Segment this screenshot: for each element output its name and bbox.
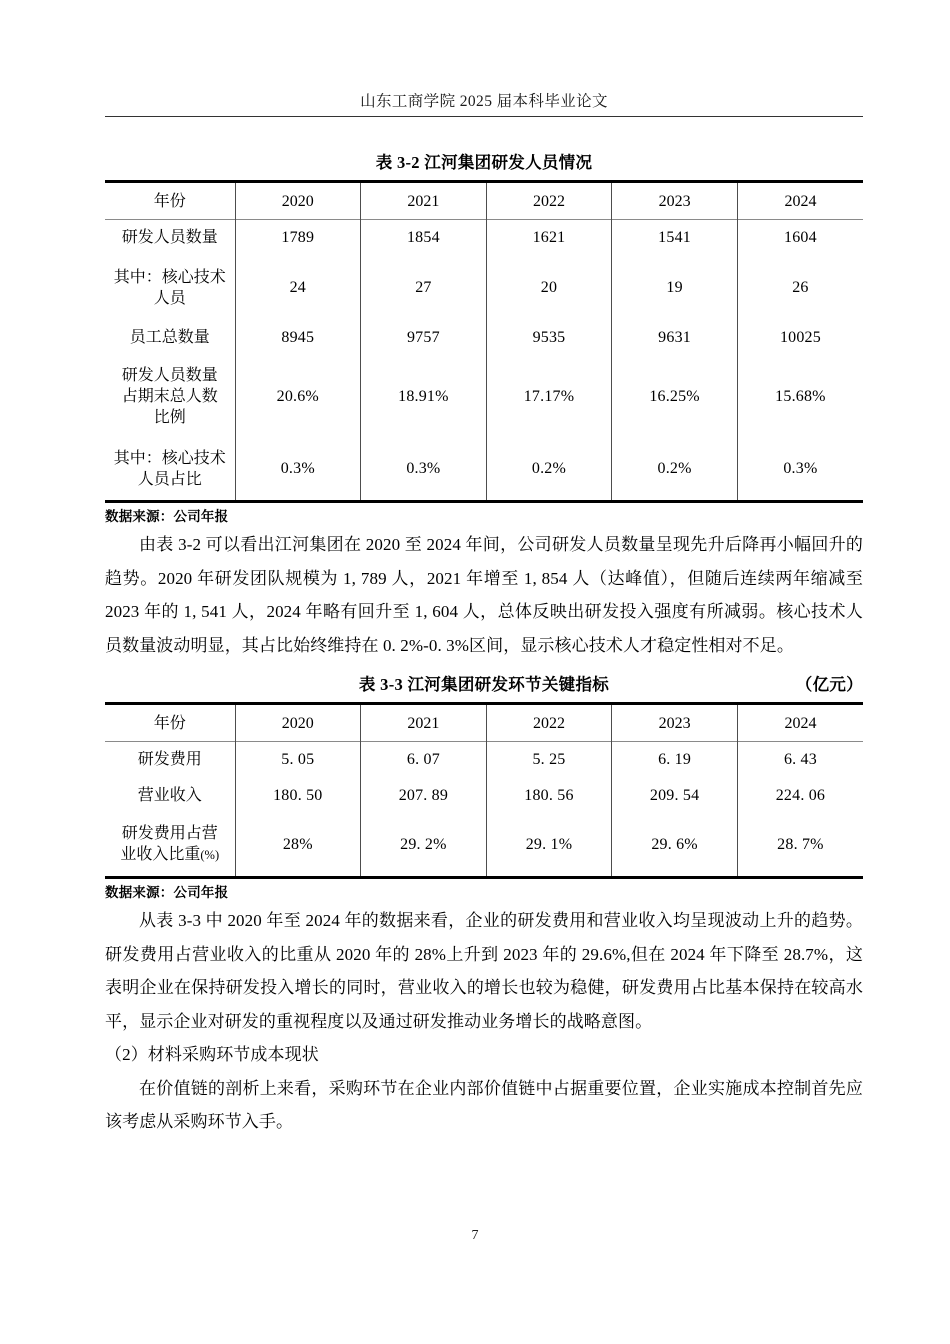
paragraph-analysis-table-3-2: 由表 3-2 可以看出江河集团在 2020 至 2024 年间，公司研发人员数量呈现先升后降再小幅回升的趋势。2020 年研发团队规模为 1, 789 人，2021 年增至 1, 854 人（达峰值），但随后连续两年缩减至 2023 年的 1, 541 人，2024 年略有回升至 1, 604 人，总体反映出研发投入强度有所减弱。核心技术人员数量波动明显，其占比始终维持在 0. 2%-0. 3%区间，显示核心技术人才稳定性相对不足。 bbox=[105, 535, 863, 655]
row-label-line1: 研发人员数量 bbox=[121, 367, 218, 384]
cell-value: 1854 bbox=[361, 220, 487, 256]
cell-value: 1621 bbox=[486, 220, 612, 256]
cell-value: 29. 6% bbox=[612, 814, 738, 878]
cell-value: 180. 56 bbox=[486, 778, 612, 814]
cell-value: 19 bbox=[612, 256, 738, 320]
row-label-line1: 其中：核心技术 bbox=[113, 268, 226, 286]
paragraph-analysis-table-3-3: 从表 3-3 中 2020 年至 2024 年的数据来看，企业的研发费用和营业收入均呈现波动上升的趋势。研发费用占营业收入的比重从 2020 年的 28%上升到 2023 年的 29.6%,但在 2024 年下降至 28.7%，这表明企业在保持研发投入增长的同时，营业收入的增长也较为稳健，研发费用占比基本保持在较高水平，显示企业对研发的重视程度以及通过研发推动业务增长的战略意图。 bbox=[105, 911, 863, 1031]
table-3-2-caption: 表 3-2 江河集团研发人员情况 bbox=[375, 153, 593, 172]
table-3-2-col-2022: 2022 bbox=[486, 182, 612, 220]
cell-value: 20 bbox=[486, 256, 612, 320]
table-3-3-col-2020: 2020 bbox=[235, 704, 361, 742]
table-3-2 bbox=[105, 180, 863, 503]
running-header bbox=[105, 92, 863, 117]
paragraph-procurement-intro: 在价值链的剖析上来看，采购环节在企业内部价值链中占据重要位置，企业实施成本控制首先应该考虑从采购环节入手。 bbox=[105, 1078, 863, 1131]
row-label-line2-text: 业收入比重 bbox=[120, 846, 201, 864]
cell-value: 0.3% bbox=[235, 438, 361, 502]
row-label-unit: (%) bbox=[200, 848, 220, 863]
row-label-line3: 比例 bbox=[153, 409, 186, 426]
cell-value: 18.91% bbox=[361, 356, 487, 438]
cell-value: 28. 7% bbox=[737, 814, 863, 878]
cell-value: 5. 05 bbox=[235, 742, 361, 778]
table-3-2-col-2024: 2024 bbox=[737, 182, 863, 220]
cell-value: 9757 bbox=[361, 320, 487, 356]
table-3-3-header-row bbox=[105, 704, 863, 742]
cell-value: 0.2% bbox=[486, 438, 612, 502]
table-3-2-col-2023: 2023 bbox=[612, 182, 738, 220]
cell-value: 209. 54 bbox=[612, 778, 738, 814]
row-label: 研发人员数量 bbox=[121, 229, 218, 247]
cell-value: 29. 2% bbox=[361, 814, 487, 878]
table-3-2-source-note: 数据来源：公司年报 bbox=[105, 509, 229, 524]
cell-value: 207. 89 bbox=[361, 778, 487, 814]
table-3-3 bbox=[105, 702, 863, 879]
table-row bbox=[105, 814, 863, 878]
row-label: 员工总数量 bbox=[129, 329, 210, 346]
cell-value: 1604 bbox=[737, 220, 863, 256]
table-3-3-col-2023: 2023 bbox=[612, 704, 738, 742]
row-label-line2 bbox=[105, 844, 235, 866]
table-row bbox=[105, 220, 863, 256]
cell-value: 180. 50 bbox=[235, 778, 361, 814]
table-3-3-col-2021: 2021 bbox=[361, 704, 487, 742]
page-content bbox=[105, 140, 863, 1139]
table-3-3-col-2024: 2024 bbox=[737, 704, 863, 742]
table-3-2-header-row bbox=[105, 182, 863, 220]
cell-value: 1541 bbox=[612, 220, 738, 256]
table-3-3-caption-text: 表 3-3 江河集团研发环节关键指标 bbox=[358, 675, 610, 694]
row-label-line1: 其中：核心技术 bbox=[113, 449, 226, 467]
table-3-3-source-note: 数据来源：公司年报 bbox=[105, 885, 229, 900]
table-3-3-col-year: 年份 bbox=[153, 714, 186, 732]
cell-value: 16.25% bbox=[612, 356, 738, 438]
row-label bbox=[105, 256, 235, 320]
table-3-3-caption bbox=[105, 672, 863, 698]
cell-value: 28% bbox=[235, 814, 361, 878]
cell-value: 15.68% bbox=[737, 356, 863, 438]
cell-value: 29. 1% bbox=[486, 814, 612, 878]
cell-value: 9631 bbox=[612, 320, 738, 356]
row-label-line2: 占期末总人数 bbox=[121, 388, 218, 405]
row-label-line2: 人员占比 bbox=[137, 470, 202, 488]
table-3-2-col-year: 年份 bbox=[153, 192, 186, 210]
cell-value: 0.2% bbox=[612, 438, 738, 502]
table-row bbox=[105, 320, 863, 356]
cell-value: 0.3% bbox=[361, 438, 487, 502]
cell-value: 24 bbox=[235, 256, 361, 320]
table-row bbox=[105, 256, 863, 320]
row-label bbox=[105, 438, 235, 502]
cell-value: 5. 25 bbox=[486, 742, 612, 778]
cell-value: 224. 06 bbox=[737, 778, 863, 814]
table-3-3-unit: （亿元） bbox=[795, 675, 863, 694]
running-header-title: 山东工商学院 2025 届本科毕业论文 bbox=[360, 93, 608, 110]
cell-value: 20.6% bbox=[235, 356, 361, 438]
table-row bbox=[105, 356, 863, 438]
page-number: 7 bbox=[471, 1228, 479, 1243]
cell-value: 6. 07 bbox=[361, 742, 487, 778]
cell-value: 9535 bbox=[486, 320, 612, 356]
row-label: 研发费用 bbox=[137, 751, 202, 769]
section-heading-material-procurement: （2）材料采购环节成本现状 bbox=[105, 1045, 319, 1064]
table-row bbox=[105, 778, 863, 814]
cell-value: 10025 bbox=[737, 320, 863, 356]
row-label-line1: 研发费用占营 bbox=[121, 825, 218, 843]
table-3-2-col-2021: 2021 bbox=[361, 182, 487, 220]
table-row bbox=[105, 438, 863, 502]
row-label bbox=[105, 814, 235, 878]
cell-value: 1789 bbox=[235, 220, 361, 256]
row-label: 营业收入 bbox=[137, 787, 202, 804]
header-divider bbox=[105, 116, 863, 117]
row-label-line2: 人员 bbox=[153, 289, 186, 307]
cell-value: 6. 19 bbox=[612, 742, 738, 778]
cell-value: 6. 43 bbox=[737, 742, 863, 778]
cell-value: 8945 bbox=[235, 320, 361, 356]
table-row bbox=[105, 742, 863, 778]
table-3-2-col-2020: 2020 bbox=[235, 182, 361, 220]
cell-value: 17.17% bbox=[486, 356, 612, 438]
cell-value: 0.3% bbox=[737, 438, 863, 502]
cell-value: 27 bbox=[361, 256, 487, 320]
table-3-3-col-2022: 2022 bbox=[486, 704, 612, 742]
row-label bbox=[105, 356, 235, 438]
cell-value: 26 bbox=[737, 256, 863, 320]
